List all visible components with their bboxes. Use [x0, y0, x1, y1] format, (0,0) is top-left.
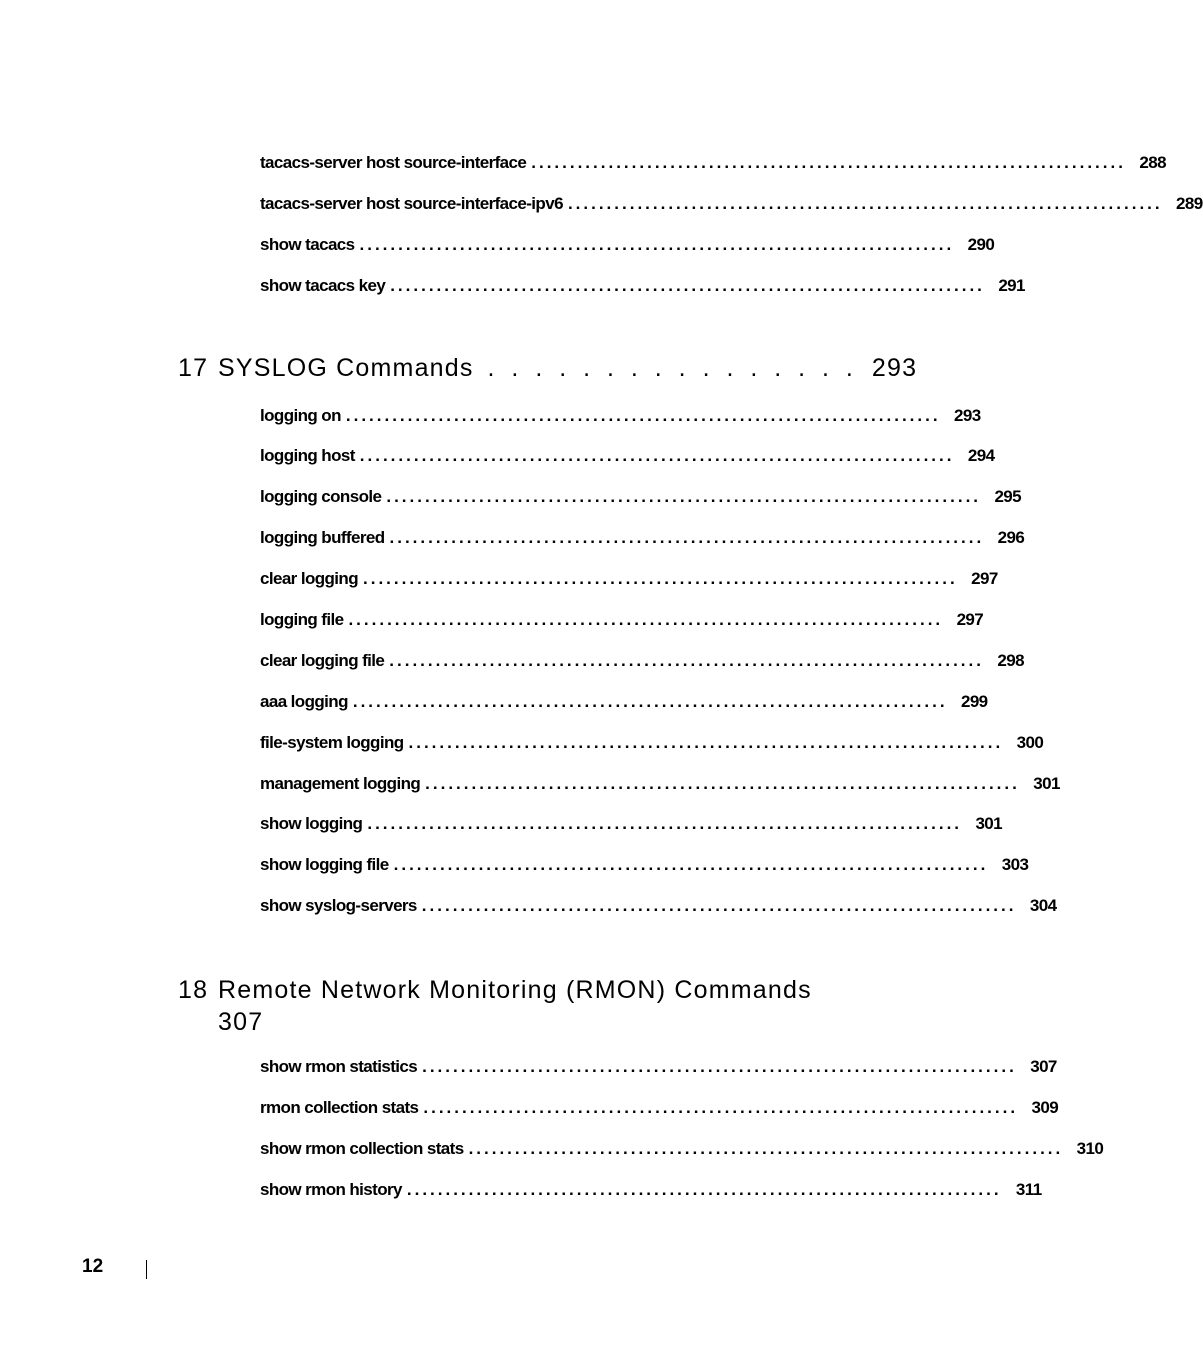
entry-page: 293 — [953, 406, 981, 425]
toc-entry[interactable] — [260, 651, 1024, 677]
dot-leader: ............................................................................. — [386, 487, 982, 506]
toc-entry[interactable] — [260, 446, 995, 472]
dot-leader: ............................................................................. — [421, 896, 1017, 915]
entry-label: logging buffered — [260, 528, 385, 547]
dot-leader: ............................................................................. — [352, 692, 948, 711]
dot-leader: ............................................................................. — [408, 733, 1004, 752]
toc-entry[interactable] — [260, 569, 998, 595]
dot-leader: ............................................................................. — [422, 1057, 1017, 1076]
entry-page: 307 — [1030, 1057, 1057, 1076]
entry-page: 298 — [997, 651, 1024, 670]
entry-page: 295 — [994, 487, 1022, 506]
entry-label: show logging file — [260, 855, 389, 874]
chapter-title: Remote Network Monitoring (RMON) Commands — [218, 976, 812, 1004]
toc-entry[interactable] — [260, 1180, 1042, 1206]
entry-page: 300 — [1016, 733, 1044, 752]
dot-leader: ............................................................................. — [425, 774, 1020, 793]
chapter-page: 293 — [871, 354, 918, 382]
dot-leader: . . . . . . . . . . . . . . . . — [475, 354, 858, 382]
entry-page: 304 — [1029, 896, 1057, 915]
chapter-page: 307 — [218, 1008, 264, 1036]
toc-entry[interactable] — [260, 194, 1203, 220]
entry-page: 291 — [998, 276, 1025, 295]
entry-label: management logging — [260, 774, 421, 793]
entry-label: show syslog-servers — [260, 896, 417, 915]
entry-page: 309 — [1031, 1098, 1059, 1117]
toc-entry[interactable] — [260, 1098, 1059, 1124]
entry-page: 288 — [1139, 153, 1166, 172]
chapter-heading[interactable] — [178, 354, 917, 383]
chapter-heading[interactable] — [178, 974, 818, 1038]
dot-leader: ............................................................................. — [567, 194, 1163, 213]
dot-leader: ............................................................................. — [348, 610, 944, 629]
entry-label: rmon collection stats — [260, 1098, 419, 1117]
entry-page: 301 — [1033, 774, 1060, 793]
entry-label: aaa logging — [260, 692, 348, 711]
entry-page: 301 — [975, 814, 1003, 833]
toc-entry[interactable] — [260, 855, 1029, 881]
entry-page: 294 — [967, 446, 995, 465]
entry-page: 289 — [1176, 194, 1203, 213]
entry-page: 299 — [960, 692, 988, 711]
dot-leader: ............................................................................. — [389, 651, 984, 670]
entry-label: tacacs-server host source-interface — [260, 153, 527, 172]
dot-leader: ............................................................................. — [367, 814, 963, 833]
chapter-number: 18 — [178, 976, 209, 1004]
entry-label: tacacs-server host source-interface-ipv6 — [260, 194, 563, 213]
toc-entry[interactable] — [260, 1057, 1057, 1083]
entry-label: show tacacs — [260, 235, 355, 254]
dot-leader: ............................................................................. — [423, 1098, 1019, 1117]
toc-entry[interactable] — [260, 406, 981, 432]
chapter-number: 17 — [178, 354, 209, 382]
entry-page: 297 — [971, 569, 998, 588]
entry-label: clear logging file — [260, 651, 385, 670]
entry-label: show rmon history — [260, 1180, 402, 1199]
entry-label: show logging — [260, 814, 363, 833]
entry-label: logging console — [260, 487, 382, 506]
dot-leader: ............................................................................. — [406, 1180, 1002, 1199]
dot-leader: ............................................................................. — [531, 153, 1126, 172]
toc-entry[interactable] — [260, 774, 1060, 800]
dot-leader: ............................................................................. — [389, 528, 985, 547]
dot-leader: ............................................................................. — [468, 1139, 1064, 1158]
dot-leader: ............................................................................. — [345, 406, 941, 425]
entry-page: 311 — [1015, 1180, 1042, 1199]
toc-entry[interactable] — [260, 153, 1166, 179]
toc-entry[interactable] — [260, 896, 1057, 922]
toc-entry[interactable] — [260, 814, 1003, 840]
entry-label: show rmon statistics — [260, 1057, 418, 1076]
entry-page: 297 — [956, 610, 984, 629]
entry-label: clear logging — [260, 569, 358, 588]
footer-divider — [146, 1260, 147, 1279]
dot-leader: ............................................................................. — [363, 569, 958, 588]
toc-entry[interactable] — [260, 1139, 1104, 1165]
dot-leader: ............................................................................. — [359, 446, 955, 465]
entry-page: 310 — [1076, 1139, 1104, 1158]
entry-page: 290 — [967, 235, 995, 254]
dot-leader: ............................................................................. — [359, 235, 955, 254]
entry-label: show rmon collection stats — [260, 1139, 464, 1158]
dot-leader: ............................................................................. — [390, 276, 985, 295]
toc-entry[interactable] — [260, 235, 995, 261]
entry-page: 296 — [997, 528, 1025, 547]
toc-entry[interactable] — [260, 692, 988, 718]
footer-page-number: 12 — [82, 1256, 104, 1277]
toc-entry[interactable] — [260, 733, 1044, 759]
entry-label: file-system logging — [260, 733, 404, 752]
entry-label: show tacacs key — [260, 276, 386, 295]
toc-entry[interactable] — [260, 276, 1025, 302]
toc-entry[interactable] — [260, 487, 1022, 513]
entry-label: logging on — [260, 406, 341, 425]
toc-entry[interactable] — [260, 528, 1025, 554]
dot-leader: ............................................................................. — [393, 855, 989, 874]
toc-entry[interactable] — [260, 610, 984, 636]
chapter-title: SYSLOG Commands — [218, 354, 474, 382]
entry-label: logging file — [260, 610, 344, 629]
entry-page: 303 — [1001, 855, 1029, 874]
entry-label: logging host — [260, 446, 355, 465]
